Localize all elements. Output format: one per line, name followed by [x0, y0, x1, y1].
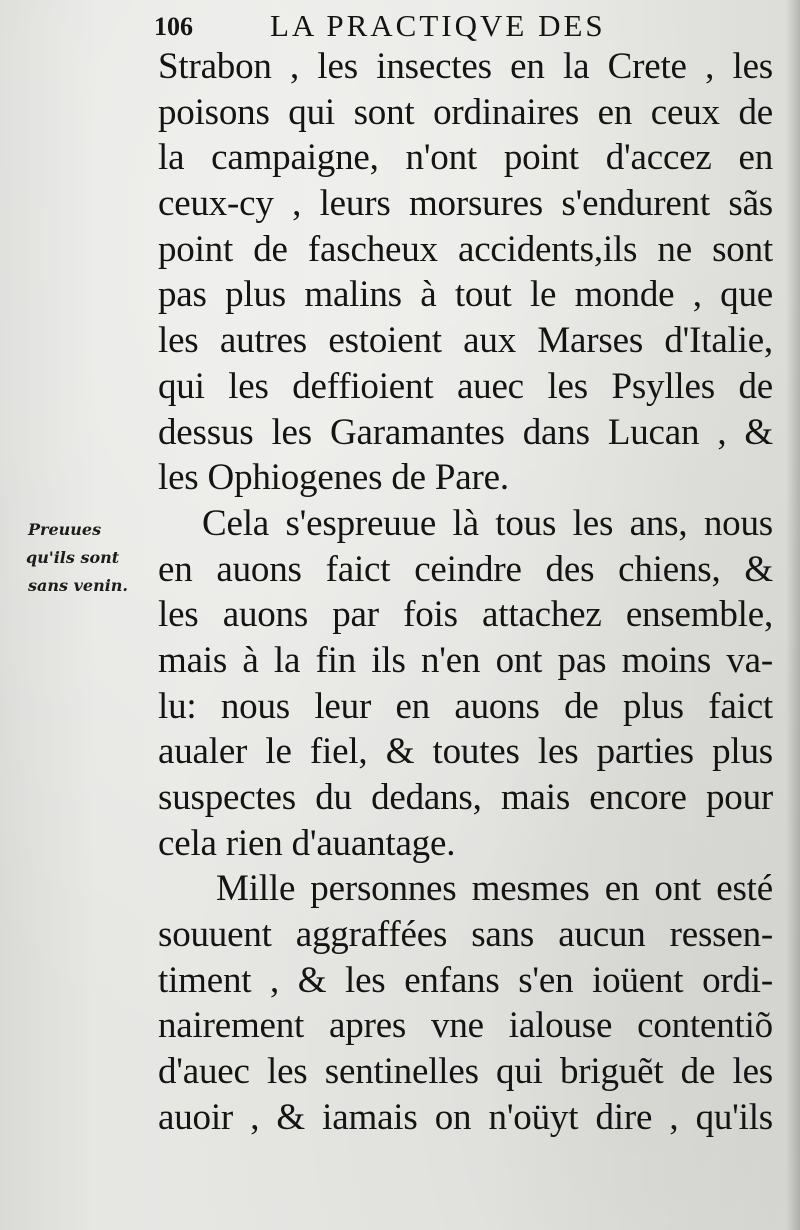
page-gutter-shadow — [786, 0, 800, 1230]
text-line: poisons qui sont ordinaires en ceux de — [158, 91, 773, 133]
text-line: souuent aggraffées sans aucun ressen- — [158, 914, 773, 956]
text-line: dessus les Garamantes dans Lucan , & — [158, 411, 773, 453]
text-line: pas plus malins à tout le monde , que — [158, 274, 773, 316]
margin-note-line: sans venin. — [28, 576, 128, 595]
text-line: mais à la fin ils n'en ont pas moins va- — [158, 639, 773, 681]
text-line: suspectes du dedans, mais encore pour — [158, 777, 773, 818]
running-title: LA PRACTIQVE DES — [270, 8, 606, 43]
text-line: lu: nous leur en auons de plus faict — [158, 685, 773, 727]
body-text — [158, 44, 773, 1141]
text-line: ceux-cy , leurs morsures s'endurent sãs — [158, 183, 773, 225]
text-line: cela rien d'auantage. — [158, 822, 456, 864]
text-line: qui les deffioient auec les Psylles de — [158, 365, 773, 407]
text-line: Cela s'espreuue là tous les ans, nous — [202, 502, 773, 544]
margin-note — [26, 516, 161, 600]
text-line: la campaigne, n'ont point d'accez en — [158, 137, 773, 179]
text-line: les autres estoient aux Marses d'Italie, — [158, 320, 773, 362]
text-line: les Ophiogenes de Pare. — [158, 457, 509, 499]
text-line: nairement apres vne ialouse contentiõ — [158, 1005, 773, 1047]
margin-note-line: qu'ils sont — [26, 548, 120, 567]
text-line: aualer le fiel, & toutes les parties plus — [158, 731, 773, 773]
text-line: Strabon , les insectes en la Crete , les — [158, 46, 773, 87]
text-line: les auons par fois attachez ensemble, — [158, 594, 773, 636]
text-line: Mille personnes mesmes en ont esté — [216, 868, 773, 910]
margin-note-line: Preuues — [28, 520, 102, 539]
text-line: auoir , & iamais on n'oüyt dire , qu'ils — [158, 1096, 773, 1138]
text-line: d'auec les sentinelles qui briguẽt de les — [158, 1051, 773, 1093]
text-line: timent , & les enfans s'en ioüent ordi- — [158, 959, 773, 1001]
text-line: point de fascheux accidents,ils ne sont — [158, 228, 773, 270]
text-line: en auons faict ceindre des chiens, & — [158, 548, 773, 590]
page-header — [150, 6, 770, 46]
page-number: 106 — [154, 12, 193, 41]
